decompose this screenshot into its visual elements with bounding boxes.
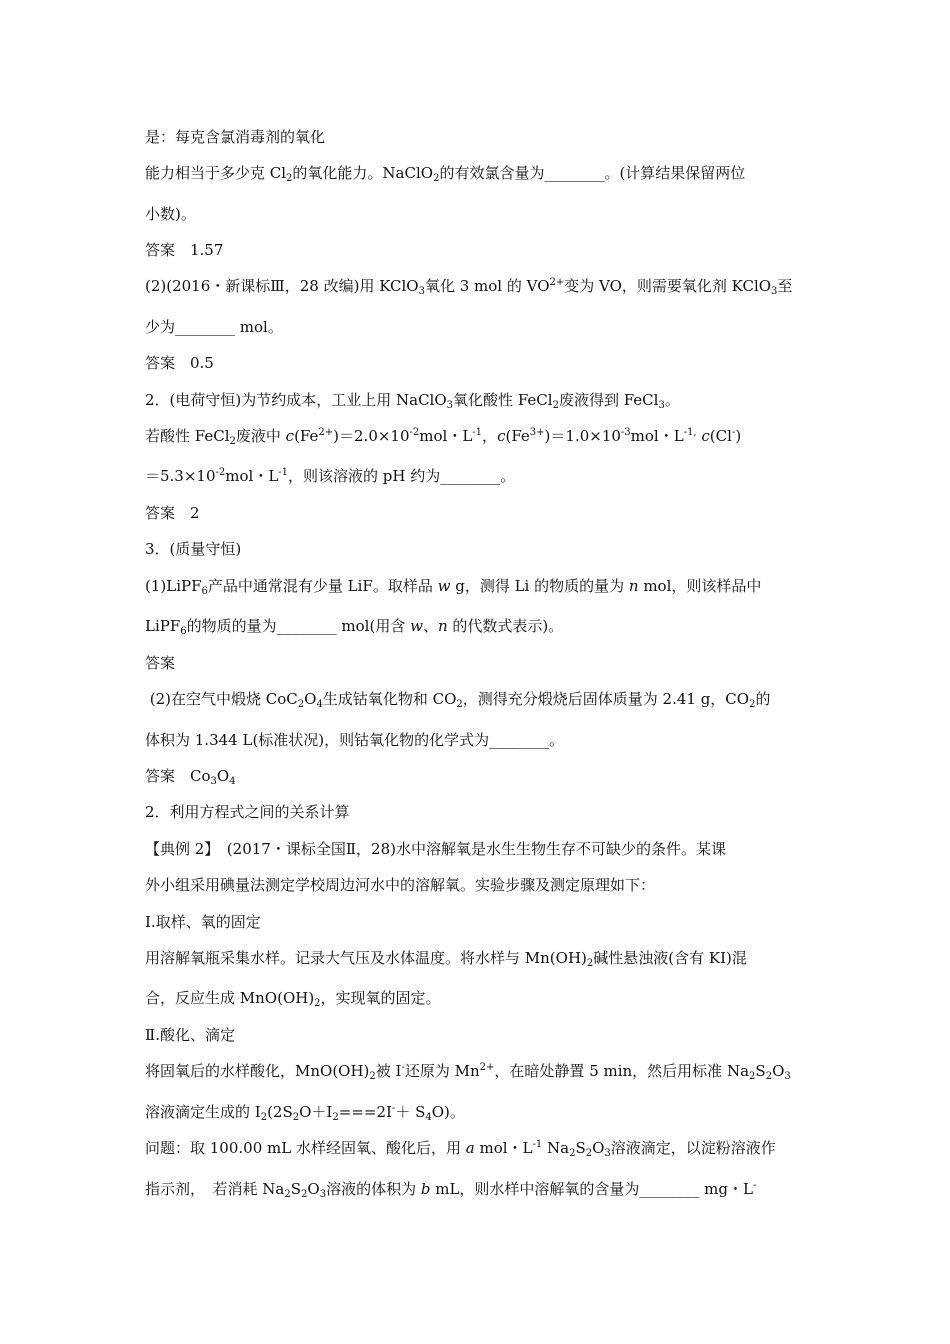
text-segment: 3 — [604, 1148, 611, 1159]
text-segment: ， — [482, 427, 498, 445]
text-segment: 2 — [749, 699, 756, 710]
text-segment: 2 — [286, 173, 293, 184]
text-segment: 2+ — [318, 427, 334, 438]
text-segment: g，测得 Li 的物质的量为 — [450, 577, 629, 595]
text-segment: ，测得充分煅烧后固体质量为 2.41 g，CO — [462, 690, 750, 708]
text-segment: 答案 1.57 — [145, 241, 224, 259]
text-segment: 3+ — [529, 427, 545, 438]
text-segment: 3 — [319, 1189, 327, 1200]
text-segment: 的物质的量为________ mol(用含 — [186, 617, 411, 635]
text-segment: )＝1.0×10 — [544, 427, 621, 445]
text-segment: 4 — [425, 1112, 432, 1123]
text-segment: 2．(电荷守恒)为节约成本，工业上用 NaClO — [145, 391, 447, 409]
text-segment: 能力相当于多少克 Cl — [145, 164, 287, 182]
text-line — [145, 502, 825, 524]
text-line — [145, 1060, 825, 1082]
text-line — [145, 275, 825, 297]
text-segment: 2 — [552, 400, 559, 411]
text-segment: 答案 2 — [145, 504, 200, 522]
text-segment: 2 — [229, 436, 236, 447]
text-segment: -2 — [215, 467, 226, 478]
text-segment: 用溶解氧瓶采集水样。记录大气压及水体温度。将水样与 Mn(OH) — [145, 949, 587, 967]
text-segment: 2 — [586, 958, 594, 969]
text-segment: 指示剂， 若消耗 Na — [145, 1180, 285, 1198]
text-segment: 【典例 2】 (2017・课标全国Ⅱ，28)水中溶解氧是水生生物生存不可缺少的条件。某课 — [145, 840, 726, 858]
text-line — [145, 1137, 825, 1159]
text-segment: 氧化 3 mol 的 VO — [424, 277, 550, 295]
text-line — [145, 389, 825, 411]
text-segment: 是：每克含氯消毒剂的氧化 — [145, 128, 326, 146]
text-segment: O — [216, 767, 230, 785]
text-line — [145, 874, 825, 896]
text-segment: 若酸性 FeCl — [145, 427, 230, 445]
text-line — [145, 162, 825, 184]
text-segment: S — [290, 1180, 301, 1198]
text-line — [145, 838, 825, 860]
text-segment: 答案 — [145, 654, 176, 672]
text-segment: 2 — [369, 1071, 376, 1082]
text-segment: 的 — [755, 690, 771, 708]
text-segment: 废液中 — [235, 427, 286, 445]
text-segment: mol・L — [474, 1139, 533, 1157]
text-segment: mL，则水样中溶解氧的含量为________ mg・L — [430, 1180, 753, 1198]
text-line — [145, 425, 825, 447]
text-segment: (Cl — [709, 427, 732, 445]
text-segment: O＋I — [299, 1103, 333, 1121]
text-line — [145, 465, 825, 487]
text-segment: mol・L — [630, 427, 684, 445]
text-segment: ＝5.3×10 — [145, 467, 216, 485]
text-line — [145, 203, 825, 225]
text-segment: 的代数式表示)。 — [447, 617, 564, 635]
text-line — [145, 987, 825, 1009]
text-segment: ===2I — [338, 1103, 392, 1121]
text-segment: -1 — [472, 427, 483, 438]
text-segment: (Fe — [294, 427, 319, 445]
text-segment: 产品中通常混有少量 LiF。取样品 — [207, 577, 438, 595]
text-segment: Na — [542, 1139, 570, 1157]
text-line — [145, 729, 825, 751]
text-line — [145, 1178, 825, 1200]
text-line — [145, 126, 825, 148]
text-segment: O — [592, 1139, 605, 1157]
text-segment: -1, — [683, 427, 697, 438]
text-line — [145, 352, 825, 374]
text-segment: - — [401, 1062, 405, 1073]
text-line — [145, 652, 825, 674]
text-segment: (2)在空气中煅烧 CoC — [145, 690, 298, 708]
text-segment: 3 — [658, 400, 665, 411]
text-segment: 3 — [784, 1071, 791, 1082]
text-segment: 碱性悬浊液(含有 KI)混 — [593, 949, 747, 967]
text-segment: 2 — [284, 1189, 291, 1200]
text-segment: 3 — [446, 400, 454, 411]
text-segment: 将固氧后的水样酸化，MnO(OH) — [145, 1062, 370, 1080]
text-segment: 2 — [749, 1071, 756, 1082]
text-segment: (1)LiPF — [145, 577, 202, 595]
text-segment: 2 — [569, 1148, 576, 1159]
text-segment: O)。 — [431, 1103, 465, 1121]
text-segment: O — [304, 690, 317, 708]
text-line — [145, 575, 825, 597]
text-segment: - — [731, 427, 736, 438]
text-line — [145, 765, 825, 787]
text-segment: 合，反应生成 MnO(OH) — [145, 989, 315, 1007]
text-segment: (Fe — [505, 427, 530, 445]
text-segment: 的氧化能力。NaClO — [292, 164, 434, 182]
text-segment: 。 — [664, 391, 680, 409]
text-segment: 问题：取 100.00 mL 水样经固氧、酸化后，用 — [145, 1139, 466, 1157]
text-segment: 体积为 1.344 L(标准状况)，则钴氧化物的化学式为________。 — [145, 731, 565, 749]
text-segment: -3 — [620, 427, 631, 438]
text-segment: LiPF — [145, 617, 181, 635]
text-line — [145, 538, 825, 560]
text-segment: 的有效氯含量为________。(计算结果保留两位 — [439, 164, 746, 182]
text-segment: 变为 VO，则需要氧化剂 KClO — [564, 277, 772, 295]
text-segment: 外小组采用碘量法测定学校周边河水中的溶解氧。实验步骤及测定原理如下： — [145, 876, 656, 894]
text-segment: c — [285, 427, 295, 445]
text-segment: mol，则该样品中 — [638, 577, 762, 595]
text-segment: 2+ — [549, 277, 565, 288]
text-line — [145, 1101, 825, 1123]
text-segment: O — [772, 1062, 785, 1080]
text-segment: 6 — [201, 586, 208, 597]
text-segment: )＝2.0×10 — [333, 427, 410, 445]
text-segment: mol・L — [419, 427, 473, 445]
text-segment: Ⅰ.取样、氧的固定 — [145, 913, 261, 931]
text-segment: 小数)。 — [145, 205, 196, 223]
text-segment: 4 — [229, 776, 236, 787]
text-segment: 2 — [314, 998, 321, 1009]
text-segment: S — [755, 1062, 766, 1080]
text-segment: ，在暗处静置 5 min，然后用标准 Na — [494, 1062, 750, 1080]
text-segment: 至 — [777, 277, 793, 295]
text-segment: 少为________ mol。 — [145, 318, 283, 336]
text-line — [145, 615, 825, 637]
text-segment: - — [391, 1103, 396, 1114]
text-segment: 氧化酸性 FeCl — [453, 391, 553, 409]
text-segment: ) — [735, 427, 742, 445]
text-segment: 还原为 Mn — [404, 1062, 480, 1080]
text-segment: 3．(质量守恒) — [145, 540, 242, 558]
text-segment: 溶液滴定，以淀粉溶液作 — [610, 1139, 776, 1157]
text-segment: 废液得到 FeCl — [558, 391, 659, 409]
text-segment: 6 — [180, 626, 187, 637]
text-segment: O — [307, 1180, 320, 1198]
text-segment: 2．利用方程式之间的关系计算 — [145, 803, 350, 821]
text-segment: 被 I — [375, 1062, 402, 1080]
text-segment: 2 — [301, 1189, 308, 1200]
text-segment: 2 — [585, 1148, 593, 1159]
text-segment: n — [437, 617, 448, 635]
text-segment: 2+ — [479, 1062, 495, 1073]
text-segment: 、 — [422, 617, 438, 635]
text-segment: 3 — [771, 286, 778, 297]
text-segment: 2 — [456, 699, 463, 710]
text-segment: (2S — [267, 1103, 293, 1121]
text-segment: 2 — [332, 1112, 339, 1123]
text-segment: b — [420, 1180, 431, 1198]
text-segment: -1 — [532, 1139, 543, 1150]
text-segment: Ⅱ.酸化、滴定 — [145, 1026, 235, 1044]
text-segment: 答案 Co — [145, 767, 211, 785]
text-line — [145, 947, 825, 969]
text-line — [145, 239, 825, 261]
text-segment: w — [437, 577, 451, 595]
text-segment: 4 — [316, 699, 323, 710]
text-segment: -2 — [409, 427, 420, 438]
text-segment: 2 — [260, 1112, 268, 1123]
text-segment: 3 — [210, 776, 217, 787]
text-line — [145, 1024, 825, 1046]
text-line — [145, 688, 825, 710]
text-segment: 生成钴氧化物和 CO — [322, 690, 457, 708]
text-segment: ＋ S — [395, 1103, 426, 1121]
text-segment: (2)(2016・新课标Ⅲ，28 改编)用 KClO — [145, 277, 419, 295]
text-line — [145, 316, 825, 338]
text-segment: w — [410, 617, 423, 635]
text-segment: n — [628, 577, 639, 595]
text-segment: a — [465, 1139, 475, 1157]
text-segment: c — [701, 427, 710, 445]
text-segment: 3 — [418, 286, 425, 297]
text-segment: ，则该溶液的 pH 约为________。 — [288, 467, 516, 485]
text-segment: 2 — [292, 1112, 300, 1123]
text-segment: -1 — [278, 467, 289, 478]
text-segment: 2 — [765, 1071, 773, 1082]
text-segment: 2 — [297, 699, 305, 710]
text-segment: 2 — [433, 173, 440, 184]
text-line — [145, 801, 825, 823]
text-segment: 溶液滴定生成的 I — [145, 1103, 261, 1121]
text-segment: ，实现氧的固定。 — [320, 989, 441, 1007]
text-segment: - — [752, 1180, 757, 1191]
text-segment: mol・L — [225, 467, 279, 485]
text-segment: 溶液的体积为 — [326, 1180, 421, 1198]
text-segment: S — [575, 1139, 586, 1157]
text-line — [145, 911, 825, 933]
text-segment: 答案 0.5 — [145, 354, 214, 372]
text-segment: c — [497, 427, 506, 445]
